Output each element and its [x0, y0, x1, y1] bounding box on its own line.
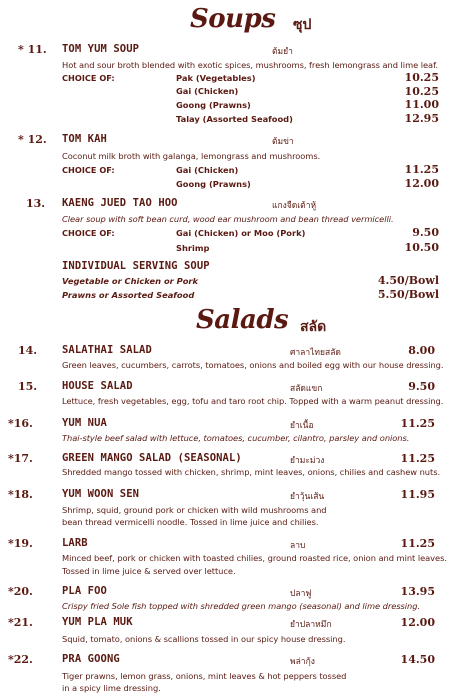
item-name: HOUSE SALAD	[62, 380, 133, 392]
item-name: LARB	[62, 537, 88, 549]
item-thai-name: ศาลาไทยสลัด	[290, 348, 341, 358]
item-price: 11.95	[400, 488, 435, 501]
choice-label: CHOICE OF:	[62, 228, 115, 238]
item-number: 15.	[18, 380, 38, 393]
item-name: GREEN MANGO SALAD (SEASONAL)	[62, 452, 242, 464]
item-description: Squid, tomato, onions & scallions tossed in our spicy house dressing.	[62, 634, 346, 644]
item-description: Shrimp, squid, ground pork or chicken with wild mushrooms and	[62, 505, 327, 515]
individual-serving-label: Prawns or Assorted Seafood	[62, 290, 195, 300]
item-thai-name: ลาบ	[290, 541, 306, 551]
item-number: *20.	[8, 585, 33, 598]
item-number: *17.	[8, 452, 33, 465]
item-description: Coconut milk broth with galanga, lemongrass and mushrooms.	[62, 151, 321, 161]
item-description: Shredded mango tossed with chicken, shrimp, mint leaves, onions, chilies and cashew nuts.	[62, 467, 441, 477]
item-price: 12.00	[400, 616, 435, 629]
item-thai-name: สลัดแขก	[290, 384, 323, 394]
item-description: Thai-style beef salad with lettuce, tomatoes, cucumber, cilantro, parsley and onions.	[62, 433, 410, 443]
item-number: *19.	[8, 537, 33, 550]
individual-serving-label: Vegetable or Chicken or Pork	[62, 276, 199, 286]
item-number: * 11.	[18, 43, 47, 56]
item-name: YUM PLA MUK	[62, 616, 133, 628]
item-thai-name: ต้มยำ	[272, 47, 293, 57]
item-price: 9.50	[408, 380, 435, 393]
item-name: TOM KAH	[62, 133, 107, 145]
soups-heading-thai: ซุป	[293, 17, 312, 33]
item-description: Lettuce, fresh vegetables, egg, tofu and taro root chip. Topped with a warm peanut dressing.	[62, 396, 444, 406]
item-thai-name: พล่ากุ้ง	[290, 657, 315, 667]
option-price: 10.50	[404, 241, 439, 254]
item-price: 11.25	[400, 452, 435, 465]
item-price: 8.00	[408, 344, 435, 357]
item-thai-name: แกงจืดเต้าหู้	[272, 201, 317, 211]
salads-heading-thai: สลัด	[300, 319, 327, 335]
option-label: Pak (Vegetables)	[176, 73, 256, 83]
item-thai-name: ยำมะม่วง	[290, 456, 325, 466]
item-price: 11.25	[400, 417, 435, 430]
item-name: PRA GOONG	[62, 653, 120, 665]
option-price: 11.25	[404, 163, 439, 176]
item-thai-name: ยำวุ้นเส้น	[290, 492, 325, 502]
individual-serving-price: 5.50/Bowl	[377, 288, 439, 301]
item-price: 11.25	[400, 537, 435, 550]
option-label: Goong (Prawns)	[176, 179, 251, 189]
item-price: 14.50	[400, 653, 435, 666]
option-label: Gai (Chicken)	[176, 86, 239, 96]
option-price: 11.00	[404, 98, 439, 111]
option-price: 9.50	[412, 226, 439, 239]
item-name: YUM WOON SEN	[62, 488, 140, 500]
item-description: Clear soup with soft bean curd, wood ear mushroom and bean thread vermicelli.	[62, 214, 394, 224]
item-thai-name: ปลาฟู	[290, 589, 312, 599]
option-price: 10.25	[404, 71, 439, 84]
soups-heading: Soups	[190, 4, 276, 34]
item-name: YUM NUA	[62, 417, 107, 429]
option-label: Gai (Chicken)	[176, 165, 239, 175]
item-description: Green leaves, cucumbers, carrots, tomatoes, onions and boiled egg with our house dressing.	[62, 360, 444, 370]
item-thai-name: ยำเนื้อ	[290, 421, 314, 431]
choice-label: CHOICE OF:	[62, 165, 115, 175]
item-thai-name: ต้มข่า	[272, 137, 294, 147]
item-number: 13.	[26, 197, 46, 210]
individual-serving-title: INDIVIDUAL SERVING SOUP	[62, 260, 210, 272]
option-price: 10.25	[404, 85, 439, 98]
item-number: *21.	[8, 616, 33, 629]
choice-label: CHOICE OF:	[62, 73, 115, 83]
option-label: Gai (Chicken) or Moo (Pork)	[176, 228, 306, 238]
option-price: 12.95	[404, 112, 439, 125]
item-name: TOM YUM SOUP	[62, 43, 140, 55]
item-name: PLA FOO	[62, 585, 107, 597]
item-thai-name: ยำปลาหมึก	[290, 620, 332, 630]
item-name: SALATHAI SALAD	[62, 344, 152, 356]
option-label: Shrimp	[176, 243, 210, 253]
item-price: 13.95	[400, 585, 435, 598]
item-description: in a spicy lime dressing.	[62, 683, 161, 693]
item-description: Tossed in lime juice & served over lettuce.	[62, 566, 236, 576]
item-description: Tiger prawns, lemon grass, onions, mint leaves & hot peppers tossed	[62, 671, 347, 681]
item-number: 14.	[18, 344, 38, 357]
item-number: *16.	[8, 417, 33, 430]
individual-serving-price: 4.50/Bowl	[377, 274, 439, 287]
salads-heading: Salads	[196, 305, 289, 335]
item-name: KAENG JUED TAO HOO	[62, 197, 178, 209]
item-number: * 12.	[18, 133, 47, 146]
item-description: Hot and sour broth blended with exotic spices, mushrooms, fresh lemongrass and lime leaf.	[62, 60, 438, 70]
option-label: Talay (Assorted Seafood)	[176, 114, 293, 124]
item-number: *18.	[8, 488, 33, 501]
option-label: Goong (Prawns)	[176, 100, 251, 110]
item-description: bean thread vermicelli noodle. Tossed in lime juice and chilies.	[62, 517, 319, 527]
item-number: *22.	[8, 653, 33, 666]
item-description: Crispy fried Sole fish topped with shredded green mango (seasonal) and lime dressing.	[62, 601, 421, 611]
option-price: 12.00	[404, 177, 439, 190]
item-description: Minced beef, pork or chicken with toasted chilies, ground roasted rice, onion and mint leaves.	[62, 553, 447, 563]
